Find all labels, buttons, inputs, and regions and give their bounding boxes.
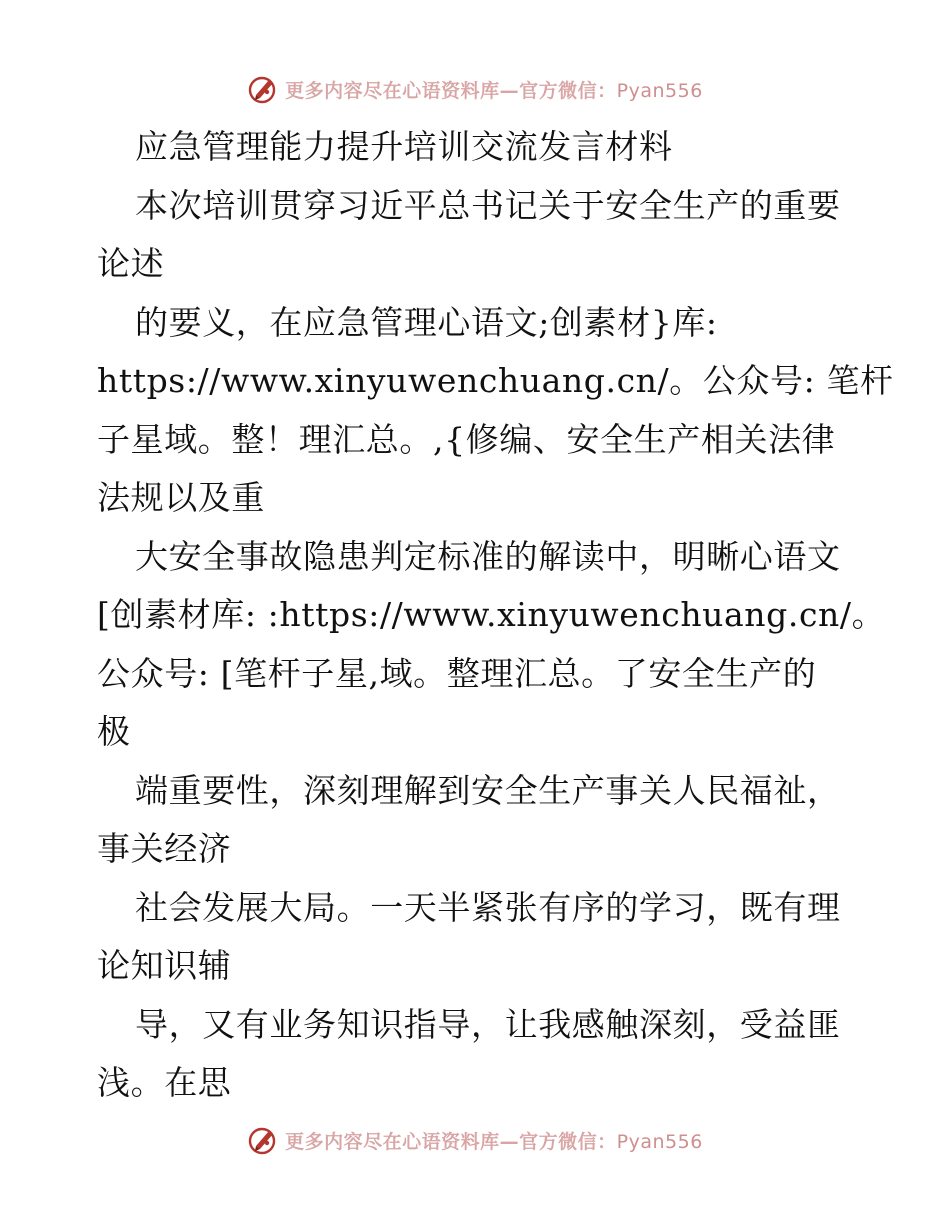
- text-line: 大安全事故隐患判定标准的解读中，明晰心语文: [135, 536, 841, 576]
- text-line: 法规以及重: [97, 478, 265, 517]
- text-line: 端重要性，深刻理解到安全生产事关人民福祉，: [135, 770, 841, 810]
- text-line: 的要义，在应急管理心语文;创素材}库:: [135, 302, 718, 342]
- text-line: 子星域。整！理汇总。,{修编、安全生产相关法律: [97, 419, 836, 459]
- text-line: 社会发展大局。一天半紧张有序的学习，既有理: [135, 887, 841, 927]
- text-line: 事关经济: [97, 829, 232, 868]
- pen-logo-icon: [247, 73, 279, 105]
- text-line: [创素材库: :https://www.xinyuwenchuang.cn/。: [97, 595, 886, 634]
- watermark-text: 更多内容尽在心语资料库—官方微信：Pyan556: [285, 79, 703, 102]
- text-line: 应急管理能力提升培训交流发言材料: [135, 127, 673, 166]
- watermark-footer: [0, 1123, 950, 1157]
- text-line: https://www.xinyuwenchuang.cn/。公众号: 笔杆: [97, 361, 894, 400]
- text-line: 导，又有业务知识指导，让我感触深刻，受益匪: [135, 1004, 841, 1044]
- text-line: 论知识辅: [97, 946, 232, 985]
- watermark-text: 更多内容尽在心语资料库—官方微信：Pyan556: [285, 1130, 703, 1153]
- text-line: 极: [97, 712, 131, 751]
- watermark-header: [0, 72, 950, 106]
- text-line: 浅。在思: [97, 1063, 232, 1102]
- text-line: 论述: [97, 244, 165, 283]
- text-line: 公众号: [笔杆子星,域。整理汇总。了安全生产的: [97, 653, 817, 693]
- document-body: [97, 118, 894, 1113]
- text-line: 本次培训贯穿习近平总书记关于安全生产的重要: [135, 185, 841, 225]
- pen-logo-icon: [247, 1124, 279, 1156]
